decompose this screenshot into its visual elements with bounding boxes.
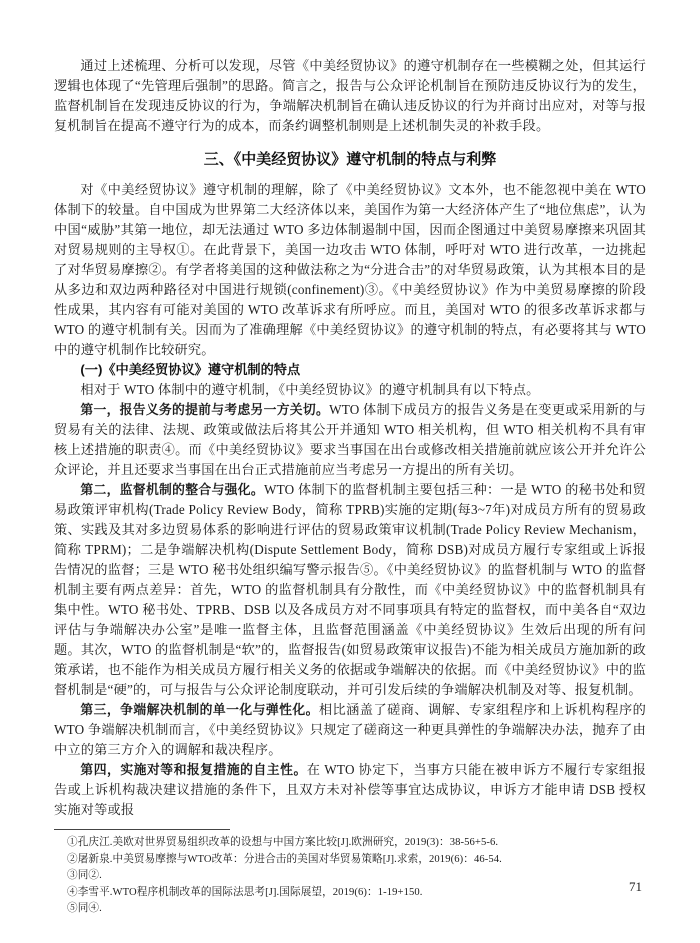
section-overview-paragraph: 对《中美经贸协议》遵守机制的理解，除了《中美经贸协议》文本外，也不能忽视中美在 WTO 体制下的较量。自中国成为世界第二大经济体以来，美国作为第一大经济体产生了“地位焦虑”，认为中国“威胁”其第一地位，却无法通过 WTO 多边体制遏制中国，因而企图通过中美贸易摩擦来巩固其对贸易规则的主导权①。在此背景下，美国一边攻击 WTO 体制，呼吁对 WTO 进行改革，一边挑起了对华贸易摩擦②。有学者将美国的这种做法称之为“分进合击”的对华贸易政策，认为其根本目的是从多边和双边两种路径对中国进行规锁(confinement)③。《中美经贸协议》作为中美贸易摩擦的阶段性成果，其内容有可能对美国的 WTO 改革诉求有所呼应。而且，美国对 WTO 的很多改革诉求都与 WTO 的遵守机制有关。因而为了准确理解《中美经贸协议》的遵守机制的特点，有必要将其与 WTO 中的遵守机制作比较研究。	[54, 182, 646, 357]
point-4-lead: 第四，实施对等和报复措施的自主性。	[80, 762, 307, 777]
point-3-text: 相比涵盖了磋商、调解、专家组程序和上诉机构程序的 WTO 争端解决机制而言，《中美经贸协议》只规定了磋商这一种更具弹性的争端解决办法，抛弃了由中立的第三方介入的调解和裁决程序。	[54, 702, 646, 757]
point-1-text: WTO 体制下成员方的报告义务是在变更或采用新的与贸易有关的法律、法规、政策或做法后将其公开并通知 WTO 相关机构，但 WTO 相关机构不具有审核上述措施的职责④。而《中美经贸协议》要求当事国在出台或修改相关措施前就应该公开并允许公众评论，并且还要求当事国在出台正式措施前应当考虑另一方提出的所有关切。	[54, 402, 646, 477]
point-1-lead: 第一，报告义务的提前与考虑另一方关切。	[80, 402, 330, 417]
intro-paragraph: 通过上述梳理、分析可以发现，尽管《中美经贸协议》的遵守机制存在一些模糊之处，但其运行逻辑也体现了“先管理后强制”的思路。简言之，报告与公众评论机制旨在预防违反协议行为的发生，监督机制旨在发现违反协议的行为，争端解决机制旨在确认违反协议的行为并商讨出应对，对等与报复机制旨在提高不遵守行为的成本，而条约调整机制则是上述机制失灵的补救手段。	[54, 58, 646, 133]
footnote-5: ⑤同④.	[67, 903, 102, 914]
footnote-4: ④李雪平.WTO程序机制改革的国际法思考[J].国际展望，2019(6)：1-19+150.	[67, 886, 423, 898]
point-2-text: WTO 体制下的监督机制主要包括三种：一是 WTO 的秘书处和贸易政策评审机构(Trade Policy Review Body，简称 TPRB)实施的定期(每3~7年)对成员方所有的贸易政策、实践及其对多边贸易体系的影响进行评估的贸易政策审议机制(Trade Policy Review Mechanism，简称 TPRM)；二是争端解决机构(Dispute Settlement Body，简称 DSB)对成员方履行专家组或上诉报告情况的监督；三是 WTO 秘书处组织编写警示报告⑤。《中美经贸协议》的监督机制与 WTO 的监督机制主要有两点差异：首先，WTO 的监督机制具有分散性，而《中美经贸协议》中的监督机制具有集中性。WTO 秘书处、TPRB、DSB 以及各成员方对不同事项具有特定的监督权，而中美各自“双边评估与争端解决办公室”是唯一监督主体，且监督范围涵盖《中美经贸协议》生效后出现的所有问题。其次，WTO 的监督机制是“软”的，监督报告(如贸易政策审议报告)不能为相关成员方施加新的政策承诺，也不能作为相关成员方履行相关义务的依据或争端解决的依据。而《中美经贸协议》中的监督机制是“硬”的，可与报告与公众评论制度联动，并可引发后续的争端解决机制及对等、报复机制。	[54, 482, 646, 697]
point-paragraph-1	[54, 400, 646, 480]
point-4-text: 在 WTO 协定下，当事方只能在被申诉方不履行专家组报告或上诉机构裁决建议措施的条件下，且双方未对补偿等事宜达成协议，申诉方才能申请 DSB 授权实施对等或报	[54, 762, 647, 817]
footnote-3: ③同②.	[67, 870, 102, 881]
subsection-heading: (一)《中美经贸协议》遵守机制的特点	[80, 362, 301, 377]
footnote-1: ①孔庆江.美欧对世界贸易组织改革的设想与中国方案比较[J].欧洲研究，2019(3)：38-56+5-6.	[67, 837, 499, 848]
section-heading: 三、《中美经贸协议》遵守机制的特点与利弊	[203, 151, 497, 168]
point-paragraph-2	[54, 480, 646, 700]
subsection-intro-paragraph: 相对于 WTO 体制中的遵守机制，《中美经贸协议》的遵守机制具有以下特点。	[80, 382, 540, 397]
point-3-lead: 第三，争端解决机制的单一化与弹性化。	[80, 702, 319, 717]
point-paragraph-3	[54, 700, 646, 760]
point-paragraph-4	[54, 760, 646, 820]
footnote-divider	[54, 829, 230, 830]
footnote-2: ②屠新泉.中美贸易摩擦与WTO改革：分进合击的美国对华贸易策略[J].求索，2019(6)：46-54.	[67, 853, 502, 865]
page-number: 71	[629, 879, 642, 894]
footnote-area	[54, 829, 646, 918]
point-2-lead: 第二，监督机制的整合与强化。	[80, 482, 264, 497]
